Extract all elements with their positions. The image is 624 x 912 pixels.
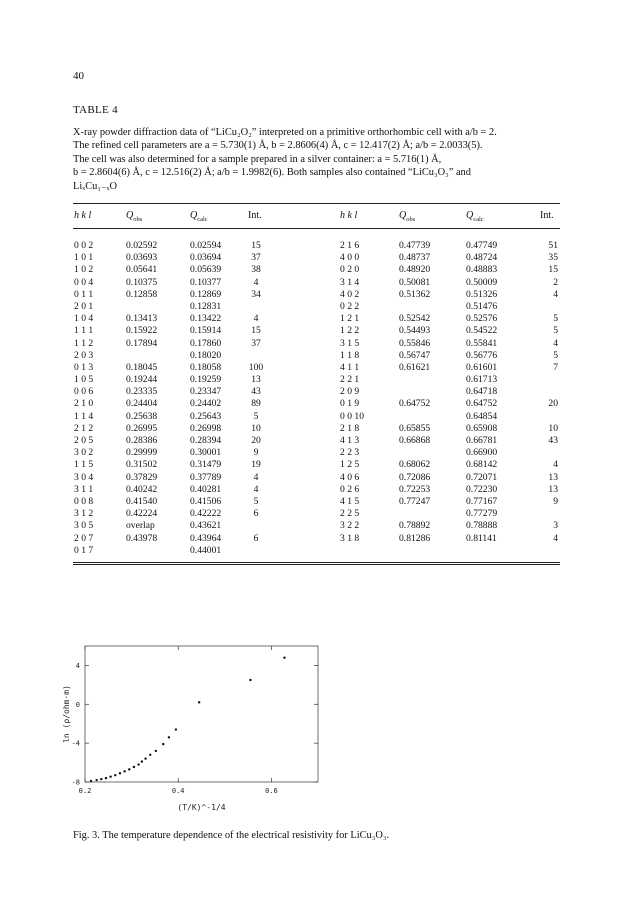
table-cell-int: 37 bbox=[251, 337, 261, 349]
table-cell-qcalc: 0.48724 bbox=[466, 252, 498, 264]
table-cell-qobs: 0.19244 bbox=[126, 374, 158, 386]
table-cell-hkl: 3 1 4 bbox=[340, 276, 360, 288]
table-cell-qobs: 0.43978 bbox=[126, 532, 158, 544]
table-cell-int: 10 bbox=[251, 422, 261, 434]
caption-line: b = 2.8604(6) Å, c = 12.516(2) Å; a/b = 1.9982(6). Both samples also contained “LiCu₃O₃” and bbox=[73, 167, 471, 179]
y-tick-label: -8 bbox=[71, 778, 80, 787]
table-cell-qcalc: 0.78888 bbox=[466, 520, 498, 532]
table-cell-qobs bbox=[126, 545, 157, 557]
table-cell-qcalc: 0.12831 bbox=[190, 300, 222, 312]
table-cell-qobs: 0.52542 bbox=[399, 313, 431, 325]
table-cell-int bbox=[528, 374, 558, 386]
table-cell-int: 20 bbox=[548, 398, 558, 410]
table-cell-qobs: 0.81286 bbox=[399, 532, 431, 544]
table-cell-hkl: 3 0 4 bbox=[74, 471, 94, 483]
data-point bbox=[133, 766, 135, 768]
table-cell-qcalc: 0.72230 bbox=[466, 483, 498, 495]
header-hkl-left: h k l bbox=[74, 210, 92, 221]
table-bottom-rule-2 bbox=[73, 564, 560, 565]
table-cell-int: 19 bbox=[251, 459, 261, 471]
data-point bbox=[283, 656, 285, 658]
data-point bbox=[141, 760, 143, 762]
q-symbol: Q bbox=[466, 210, 474, 221]
table-title: TABLE 4 bbox=[73, 104, 118, 116]
table-cell-qobs: 0.18045 bbox=[126, 361, 158, 373]
table-left-int-column bbox=[242, 240, 270, 557]
y-axis-label: ln (ρ/ohm·m) bbox=[62, 685, 71, 743]
table-cell-hkl: 1 0 1 bbox=[74, 252, 94, 264]
data-point bbox=[168, 736, 170, 738]
table-cell-hkl: 0 1 7 bbox=[74, 544, 94, 556]
x-axis-label: (T/K)^-1/4 bbox=[177, 803, 226, 812]
table-cell-qcalc: 0.42222 bbox=[190, 508, 222, 520]
table-cell-qcalc: 0.25643 bbox=[190, 410, 222, 422]
table-cell-qcalc: 0.19259 bbox=[190, 374, 222, 386]
table-cell-qobs bbox=[399, 374, 430, 386]
table-cell-qobs: 0.41540 bbox=[126, 495, 158, 507]
table-cell-qobs: 0.29999 bbox=[126, 447, 158, 459]
table-cell-hkl: 2 2 3 bbox=[340, 447, 360, 459]
header-int-left: Int. bbox=[248, 210, 262, 221]
table-cell-qobs bbox=[399, 447, 430, 459]
table-cell-qcalc: 0.31479 bbox=[190, 459, 222, 471]
table-cell-qobs: 0.56747 bbox=[399, 349, 431, 361]
table-cell-int bbox=[242, 520, 270, 532]
table-cell-hkl: 2 0 3 bbox=[74, 349, 94, 361]
q-symbol: Q bbox=[126, 210, 134, 221]
table-cell-qobs bbox=[399, 386, 430, 398]
table-cell-int: 13 bbox=[251, 374, 261, 386]
table-cell-int bbox=[528, 447, 558, 459]
chart-axes bbox=[62, 646, 318, 812]
table-cell-qcalc: 0.40281 bbox=[190, 483, 222, 495]
table-cell-int: 34 bbox=[251, 288, 261, 300]
table-cell-int: 4 bbox=[253, 483, 259, 495]
table-cell-qcalc: 0.55841 bbox=[466, 337, 498, 349]
table-cell-int: 4 bbox=[553, 337, 558, 349]
table-cell-int: 4 bbox=[553, 288, 558, 300]
table-cell-hkl: 4 0 6 bbox=[340, 471, 360, 483]
table-cell-qcalc: 0.05639 bbox=[190, 264, 222, 276]
table-cell-hkl: 3 1 2 bbox=[74, 508, 94, 520]
table-cell-int: 15 bbox=[251, 240, 261, 251]
table-cell-qobs: 0.26995 bbox=[126, 422, 158, 434]
x-tick-label: 0.2 bbox=[78, 787, 92, 795]
x-tick-label: 0.6 bbox=[265, 787, 278, 795]
table-cell-hkl: 3 1 5 bbox=[340, 337, 360, 349]
table-cell-int bbox=[528, 301, 558, 313]
table-cell-int: 10 bbox=[548, 422, 558, 434]
table-cell-hkl: 3 2 2 bbox=[340, 520, 360, 532]
table-cell-int: 3 bbox=[553, 520, 558, 532]
table-cell-hkl: 2 0 9 bbox=[340, 386, 360, 398]
caption-line: LiₓCu₁₋ₓO bbox=[73, 180, 117, 192]
table-cell-qcalc: 0.30001 bbox=[190, 447, 222, 459]
table-cell-qcalc: 0.28394 bbox=[190, 435, 222, 446]
table-cell-qcalc: 0.64854 bbox=[466, 410, 498, 422]
table-cell-hkl: 3 1 8 bbox=[340, 532, 360, 544]
table-cell-qobs bbox=[126, 350, 157, 362]
table-right-qcalc-column bbox=[466, 240, 497, 545]
table-cell-hkl: 2 0 1 bbox=[74, 300, 94, 312]
table-cell-int: 43 bbox=[251, 386, 261, 398]
q-symbol: Q bbox=[399, 210, 407, 221]
table-cell-hkl: 3 0 5 bbox=[74, 520, 94, 532]
table-cell-hkl: 1 1 2 bbox=[74, 337, 94, 349]
table-cell-qcalc: 0.03694 bbox=[190, 252, 222, 264]
x-tick-label: 0.4 bbox=[171, 787, 185, 795]
table-cell-qcalc: 0.12869 bbox=[190, 288, 222, 300]
data-point bbox=[249, 679, 251, 681]
table-cell-hkl: 0 0 2 bbox=[74, 240, 94, 251]
table-cell-qcalc: 0.81141 bbox=[466, 532, 497, 544]
table-cell-hkl: 1 1 4 bbox=[74, 410, 94, 422]
table-cell-qobs: 0.37829 bbox=[126, 471, 158, 483]
table-cell-int: 5 bbox=[253, 410, 259, 422]
table-cell-qcalc: 0.41506 bbox=[190, 495, 222, 507]
table-cell-int: 35 bbox=[548, 252, 558, 264]
table-cell-qcalc: 0.43621 bbox=[190, 520, 222, 532]
table-cell-int: 5 bbox=[553, 313, 558, 325]
table-left-qcalc-column bbox=[190, 240, 221, 557]
table-header-rule bbox=[73, 228, 560, 229]
header-int-right: Int. bbox=[540, 210, 554, 221]
table-cell-qcalc: 0.24402 bbox=[190, 398, 222, 410]
table-cell-qcalc: 0.18020 bbox=[190, 349, 222, 361]
table-cell-int: 4 bbox=[253, 276, 259, 288]
table-cell-qcalc: 0.66781 bbox=[466, 435, 498, 446]
table-cell-int: 89 bbox=[251, 398, 261, 410]
table-cell-int: 4 bbox=[553, 459, 558, 471]
table-cell-int bbox=[242, 545, 270, 557]
table-cell-qcalc: 0.65908 bbox=[466, 422, 498, 434]
table-cell-int: 51 bbox=[548, 240, 558, 251]
q-symbol: Q bbox=[190, 210, 198, 221]
table-cell-qobs: 0.03693 bbox=[126, 252, 158, 264]
q-subscript: calc bbox=[473, 216, 484, 223]
data-point bbox=[149, 754, 151, 756]
table-cell-qcalc: 0.51476 bbox=[466, 300, 498, 312]
table-cell-hkl: 1 1 8 bbox=[340, 349, 360, 361]
table-cell-hkl: 0 2 0 bbox=[340, 264, 360, 276]
table-bottom-rule bbox=[73, 562, 560, 563]
table-cell-qobs: 0.61621 bbox=[399, 361, 431, 373]
table-cell-qobs: 0.77247 bbox=[399, 495, 431, 507]
table-cell-qcalc: 0.37789 bbox=[190, 471, 222, 483]
figure-caption: Fig. 3. The temperature dependence of the electrical resistivity for LiCu₃O₃. bbox=[73, 830, 390, 841]
data-point bbox=[100, 778, 102, 780]
table-cell-hkl: 1 0 2 bbox=[74, 264, 94, 276]
table-cell-qcalc: 0.17860 bbox=[190, 337, 222, 349]
data-point bbox=[128, 768, 130, 770]
header-qobs-right bbox=[399, 210, 415, 223]
table-cell-qobs: 0.68062 bbox=[399, 459, 431, 471]
data-point bbox=[123, 770, 125, 772]
table-cell-hkl: 0 0 4 bbox=[74, 276, 94, 288]
table-cell-hkl: 1 2 1 bbox=[340, 313, 360, 325]
table-cell-qobs: 0.54493 bbox=[399, 325, 431, 337]
data-point bbox=[109, 775, 111, 777]
table-cell-hkl: 0 2 2 bbox=[340, 300, 360, 312]
data-point bbox=[95, 779, 97, 781]
table-cell-qobs: 0.23335 bbox=[126, 386, 158, 398]
table-cell-qobs: 0.31502 bbox=[126, 459, 158, 471]
table-cell-int: 15 bbox=[251, 325, 261, 337]
table-cell-qcalc: 0.54522 bbox=[466, 325, 498, 337]
table-cell-int: 43 bbox=[548, 435, 558, 446]
table-right-int-column bbox=[528, 240, 558, 545]
table-cell-hkl: 0 1 9 bbox=[340, 398, 360, 410]
table-cell-int bbox=[242, 350, 270, 362]
table-cell-hkl: 1 1 5 bbox=[74, 459, 94, 471]
table-cell-qcalc: 0.23347 bbox=[190, 386, 222, 398]
table-cell-hkl: 2 2 1 bbox=[340, 374, 360, 386]
data-point bbox=[155, 750, 157, 752]
q-subscript: obs bbox=[406, 216, 416, 223]
table-cell-qcalc: 0.56776 bbox=[466, 349, 498, 361]
table-cell-hkl: 2 1 6 bbox=[340, 240, 360, 251]
table-cell-int: 38 bbox=[251, 264, 261, 276]
q-subscript: obs bbox=[133, 216, 143, 223]
table-cell-qobs: 0.66868 bbox=[399, 435, 431, 446]
table-cell-hkl: 2 1 2 bbox=[74, 422, 94, 434]
table-cell-qcalc: 0.13422 bbox=[190, 313, 222, 325]
table-cell-hkl: 2 0 5 bbox=[74, 435, 94, 446]
data-point bbox=[175, 728, 177, 730]
data-point bbox=[90, 780, 92, 782]
table-cell-int: 13 bbox=[548, 471, 558, 483]
data-point bbox=[198, 701, 200, 703]
q-subscript: calc bbox=[197, 216, 208, 223]
table-cell-int: 9 bbox=[253, 447, 259, 459]
table-cell-qobs: 0.13413 bbox=[126, 313, 158, 325]
table-cell-int bbox=[528, 386, 558, 398]
y-tick-label: -4 bbox=[71, 739, 80, 748]
y-tick-label: 0 bbox=[75, 700, 80, 709]
table-cell-qobs: 0.40242 bbox=[126, 483, 158, 495]
page-number: 40 bbox=[73, 70, 84, 82]
table-cell-qobs: 0.64752 bbox=[399, 398, 431, 410]
table-cell-int: 7 bbox=[553, 361, 558, 373]
table-cell-hkl: 2 1 8 bbox=[340, 422, 360, 434]
table-cell-int: 20 bbox=[251, 435, 261, 446]
table-cell-hkl: 0 2 6 bbox=[340, 483, 360, 495]
table-cell-qobs: 0.05641 bbox=[126, 264, 158, 276]
table-cell-hkl: 0 1 3 bbox=[74, 361, 94, 373]
table-cell-qcalc: 0.48883 bbox=[466, 264, 498, 276]
table-cell-qobs: 0.24404 bbox=[126, 398, 158, 410]
table-cell-hkl: 1 1 1 bbox=[74, 325, 94, 337]
table-cell-hkl: 0 1 1 bbox=[74, 288, 94, 300]
table-cell-hkl: 2 0 7 bbox=[74, 532, 94, 544]
table-cell-qobs: 0.48920 bbox=[399, 264, 431, 276]
table-cell-qcalc: 0.18058 bbox=[190, 361, 222, 373]
table-cell-qobs: 0.12858 bbox=[126, 288, 158, 300]
table-cell-hkl: 0 0 8 bbox=[74, 495, 94, 507]
table-cell-qobs bbox=[399, 508, 430, 520]
table-cell-hkl: 0 0 10 bbox=[340, 410, 364, 422]
table-right-qobs-column bbox=[399, 240, 430, 545]
table-cell-int: 4 bbox=[553, 532, 558, 544]
table-cell-hkl: 4 0 0 bbox=[340, 252, 360, 264]
table-cell-qobs: overlap bbox=[126, 520, 155, 532]
table-cell-int: 9 bbox=[553, 495, 558, 507]
table-cell-qobs: 0.15922 bbox=[126, 325, 158, 337]
table-cell-qobs: 0.42224 bbox=[126, 508, 158, 520]
table-cell-qcalc: 0.64718 bbox=[466, 386, 498, 398]
table-cell-hkl: 1 0 5 bbox=[74, 374, 94, 386]
table-cell-qobs: 0.10375 bbox=[126, 276, 158, 288]
chart-points bbox=[90, 656, 286, 782]
table-cell-int bbox=[528, 411, 558, 423]
table-cell-int bbox=[528, 508, 558, 520]
table-cell-hkl: 1 2 2 bbox=[340, 325, 360, 337]
table-cell-hkl: 4 1 5 bbox=[340, 495, 360, 507]
table-cell-qobs: 0.25638 bbox=[126, 410, 158, 422]
table-cell-qcalc: 0.68142 bbox=[466, 459, 498, 471]
table-cell-int: 6 bbox=[253, 532, 259, 544]
data-point bbox=[114, 774, 116, 776]
table-cell-hkl: 4 0 2 bbox=[340, 288, 360, 300]
header-hkl-right: h k l bbox=[340, 210, 358, 221]
table-cell-qcalc: 0.64752 bbox=[466, 398, 498, 410]
table-cell-qcalc: 0.77167 bbox=[466, 495, 498, 507]
table-cell-qobs bbox=[126, 301, 157, 313]
table-cell-hkl: 4 1 3 bbox=[340, 435, 360, 446]
table-cell-int: 5 bbox=[553, 349, 558, 361]
table-cell-qobs: 0.02592 bbox=[126, 240, 158, 251]
table-cell-qobs: 0.17894 bbox=[126, 337, 158, 349]
table-cell-int: 6 bbox=[253, 508, 259, 520]
data-point bbox=[162, 743, 164, 745]
table-cell-int: 4 bbox=[253, 471, 259, 483]
table-cell-qobs: 0.47739 bbox=[399, 240, 431, 251]
table-cell-qcalc: 0.51326 bbox=[466, 288, 498, 300]
table-cell-qobs bbox=[399, 301, 430, 313]
table-cell-qobs: 0.51362 bbox=[399, 288, 431, 300]
table-cell-qcalc: 0.47749 bbox=[466, 240, 498, 251]
table-cell-int bbox=[242, 301, 270, 313]
table-cell-qcalc: 0.43964 bbox=[190, 532, 222, 544]
table-cell-qcalc: 0.77279 bbox=[466, 508, 498, 520]
table-cell-qcalc: 0.50009 bbox=[466, 276, 498, 288]
table-cell-hkl: 1 0 4 bbox=[74, 313, 94, 325]
table-cell-hkl: 2 2 5 bbox=[340, 508, 360, 520]
table-cell-qcalc: 0.52576 bbox=[466, 313, 498, 325]
table-cell-qcalc: 0.10377 bbox=[190, 276, 222, 288]
caption-line: The cell was also determined for a sample prepared in a silver container: a = 5.716(1) Å, bbox=[73, 153, 442, 165]
table-cell-hkl: 1 2 5 bbox=[340, 459, 360, 471]
table-cell-qobs: 0.72253 bbox=[399, 483, 431, 495]
table-cell-int: 4 bbox=[253, 313, 259, 325]
data-point bbox=[144, 757, 146, 759]
data-point bbox=[105, 777, 107, 779]
table-cell-int: 5 bbox=[253, 495, 259, 507]
table-cell-int: 100 bbox=[248, 361, 264, 373]
chart-frame bbox=[85, 646, 318, 782]
table-cell-qcalc: 0.26998 bbox=[190, 422, 222, 434]
table-cell-qobs: 0.72086 bbox=[399, 471, 431, 483]
data-point bbox=[137, 763, 139, 765]
table-cell-qcalc: 0.15914 bbox=[190, 325, 222, 337]
table-cell-hkl: 4 1 1 bbox=[340, 361, 360, 373]
table-top-rule bbox=[73, 203, 560, 204]
table-cell-hkl: 3 0 2 bbox=[74, 447, 94, 459]
table-left-qobs-column bbox=[126, 240, 157, 557]
table-cell-int: 15 bbox=[548, 264, 558, 276]
table-cell-int: 5 bbox=[553, 325, 558, 337]
y-tick-label: 4 bbox=[75, 661, 80, 670]
table-right-hkl-column bbox=[340, 240, 364, 545]
table-cell-qobs: 0.65855 bbox=[399, 422, 431, 434]
table-caption bbox=[73, 126, 563, 193]
table-cell-qcalc: 0.61601 bbox=[466, 361, 498, 373]
table-cell-int: 13 bbox=[548, 483, 558, 495]
caption-line: X-ray powder diffraction data of “LiCu₂O₂” interpreted on a primitive orthorhombic cell with a/b = 2. bbox=[73, 127, 497, 138]
table-cell-qobs: 0.78892 bbox=[399, 520, 431, 532]
caption-line: The refined cell parameters are a = 5.730(1) Å, b = 2.8606(4) Å, c = 12.417(2) Å; a/b = 2.0033(5). bbox=[73, 140, 483, 152]
table-cell-qcalc: 0.02594 bbox=[190, 240, 222, 251]
table-cell-qobs: 0.28386 bbox=[126, 435, 158, 446]
table-cell-qcalc: 0.61713 bbox=[466, 374, 498, 386]
header-qcalc-left bbox=[190, 210, 208, 223]
table-cell-qobs: 0.50081 bbox=[399, 276, 431, 288]
table-cell-hkl: 2 1 0 bbox=[74, 398, 94, 410]
table-cell-qcalc: 0.44001 bbox=[190, 544, 222, 556]
table-cell-int: 2 bbox=[553, 276, 558, 288]
table-cell-qcalc: 0.72071 bbox=[466, 471, 498, 483]
table-cell-hkl: 0 0 6 bbox=[74, 386, 94, 398]
table-cell-qobs bbox=[399, 411, 430, 423]
table-cell-qobs: 0.48737 bbox=[399, 252, 431, 264]
table-cell-qobs: 0.55846 bbox=[399, 337, 431, 349]
table-cell-int: 37 bbox=[251, 252, 261, 264]
data-point bbox=[119, 772, 121, 774]
table-left-hkl-column bbox=[74, 240, 93, 557]
header-qcalc-right bbox=[466, 210, 484, 223]
header-qobs-left bbox=[126, 210, 142, 223]
table-cell-hkl: 3 1 1 bbox=[74, 483, 94, 495]
table-cell-qcalc: 0.66900 bbox=[466, 447, 498, 459]
